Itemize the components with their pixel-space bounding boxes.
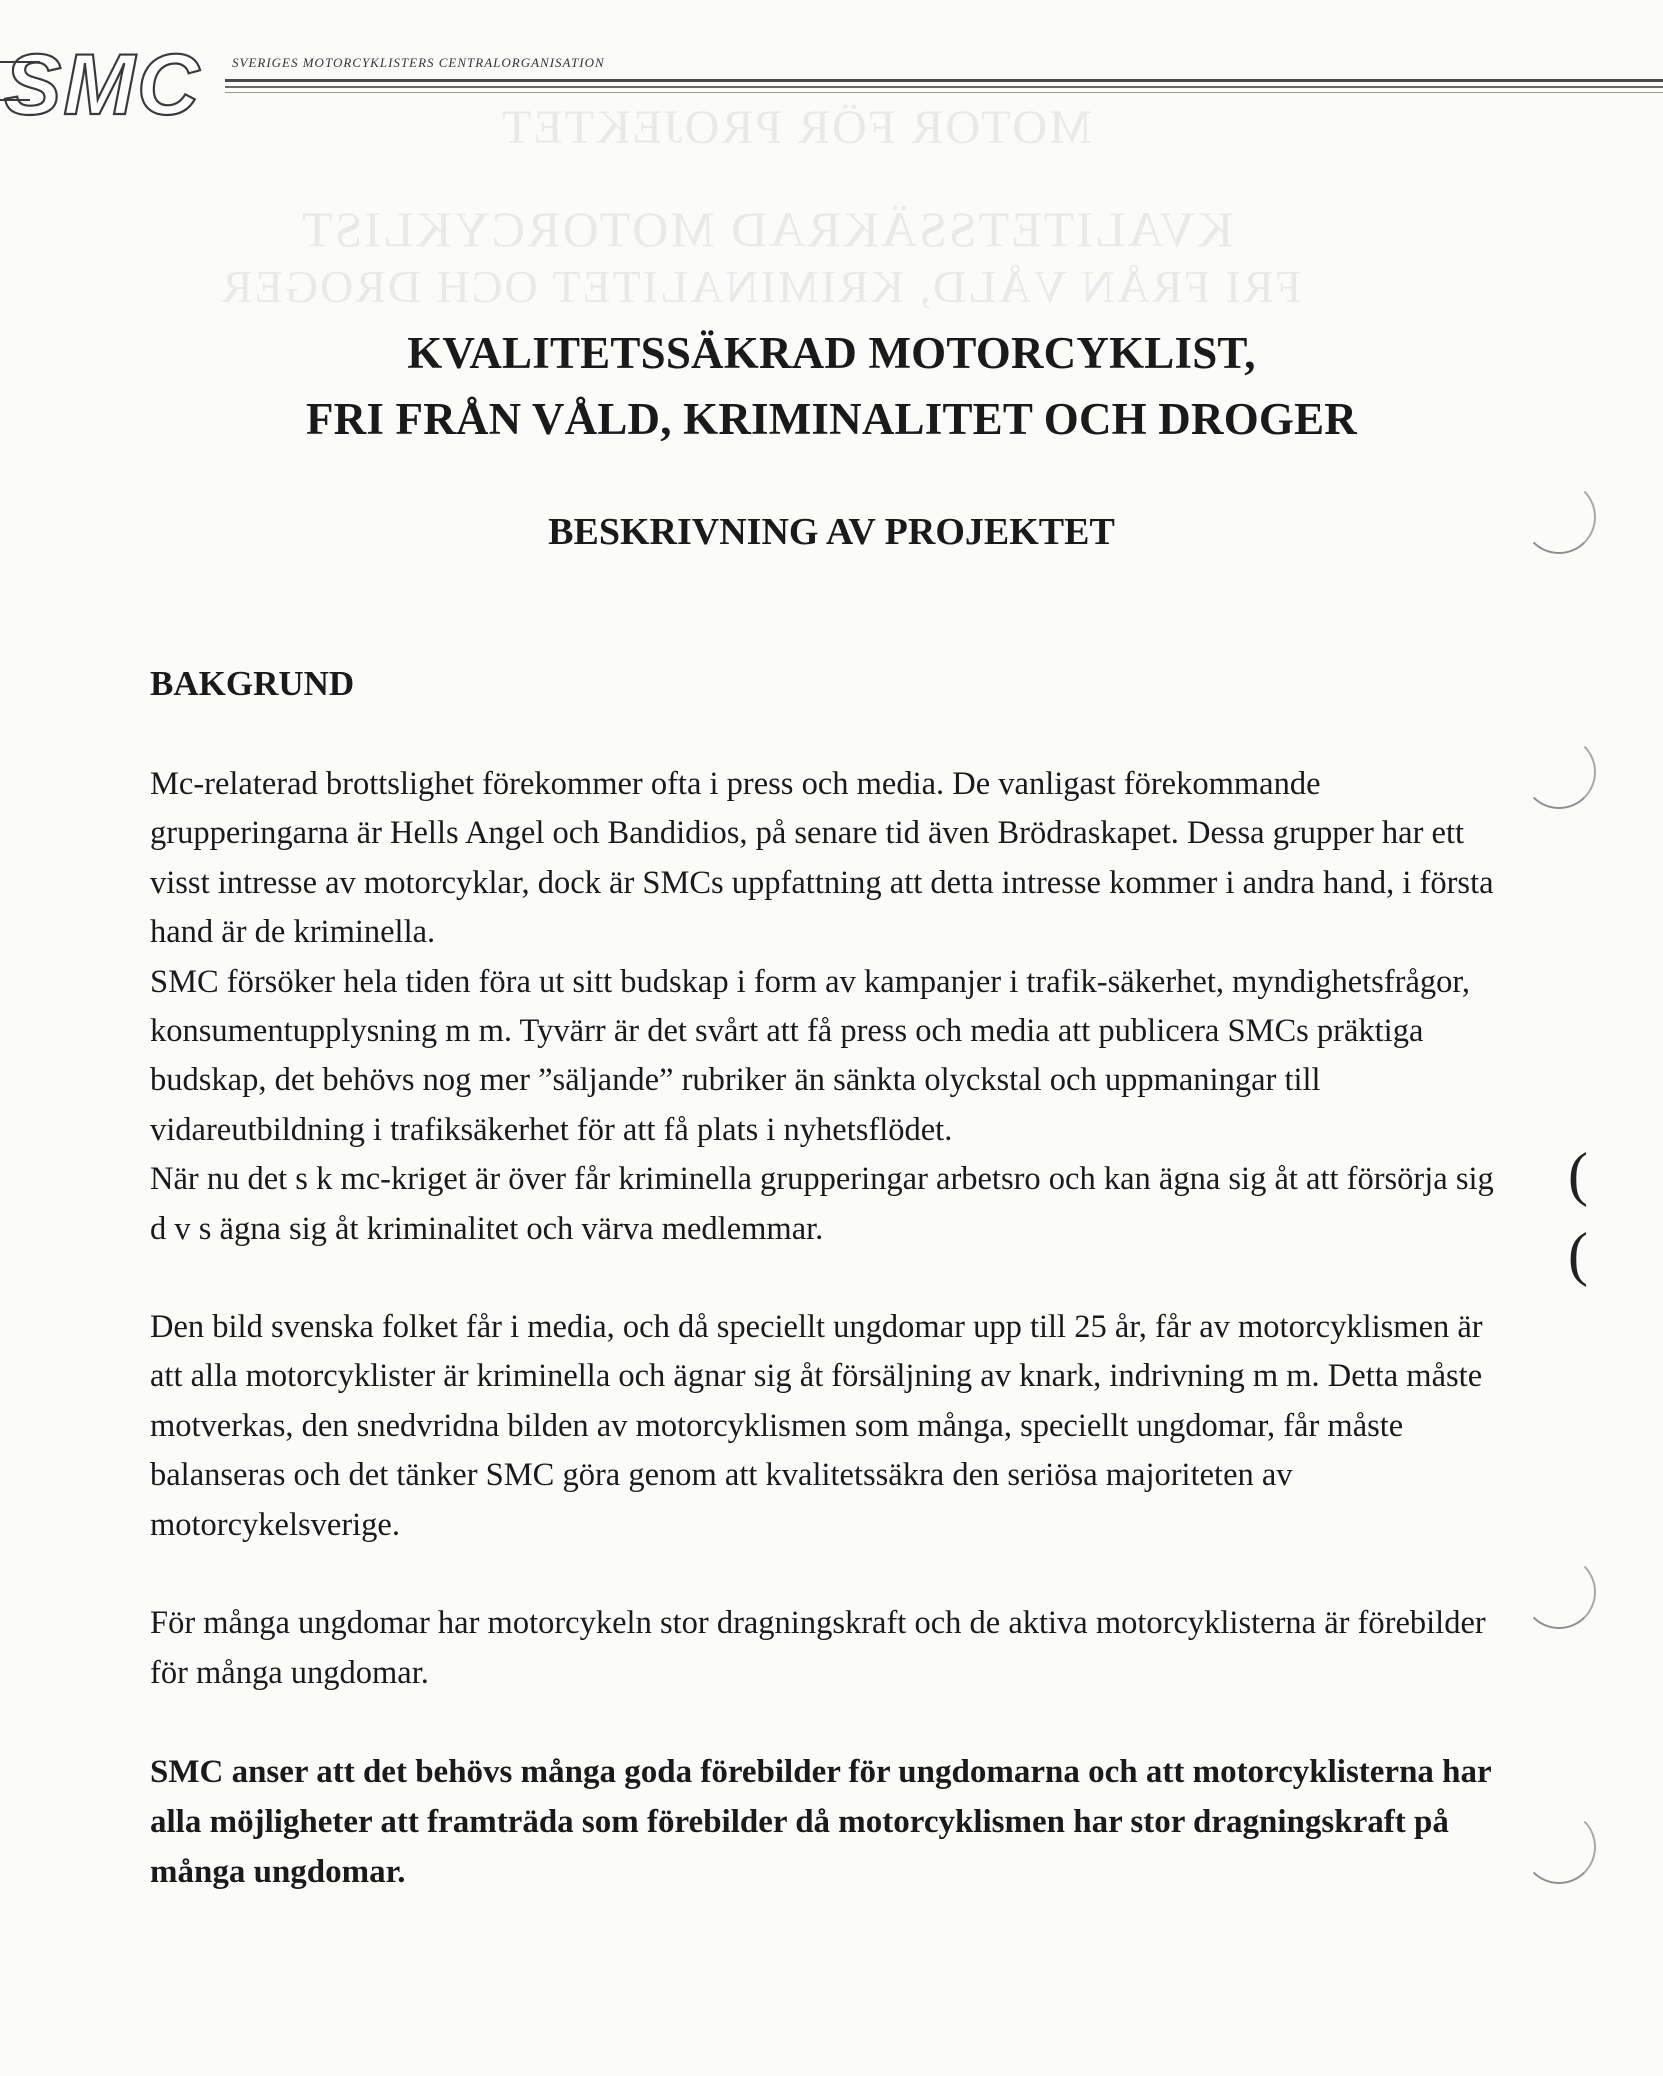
emphasized-paragraph: SMC anser att det behövs många goda förebilder för ungdomarna och att motorcyklisterna har alla möjligheter att framträda som förebilder då motorcyklismen har stor dragningskraft på många ungdomar. [150, 1753, 1492, 1890]
svg-text:SMC: SMC [4, 40, 202, 126]
document-title [0, 320, 1663, 452]
letterhead-rule [225, 86, 1663, 88]
margin-mark: ( [1568, 1221, 1588, 1287]
letterhead [0, 38, 1663, 128]
binder-hole [1522, 480, 1596, 554]
title-line-2: FRI FRÅN VÅLD, KRIMINALITET OCH DROGER [305, 394, 1358, 444]
organization-name: SVERIGES MOTORCYKLISTERS CENTRALORGANISATION [232, 55, 605, 70]
paragraph: För många ungdomar har motorcykeln stor dragningskraft och de aktiva motorcyklisterna är förebilder för många ungdomar. [150, 1605, 1486, 1691]
paragraph: Den bild svenska folket får i media, och då speciellt ungdomar upp till 25 år, får av motorcyklismen är att alla motorcyklister är kriminella och ägnar sig åt försäljning av knark, indrivning m m. Detta måste motverkas, den snedvridna bilden av motorcyklismen som många, speciellt ungdomar, får måste balanseras och det tänker SMC göra genom att kvalitetssäkra den seriösa majoriteten av motorcykelsverige. [150, 1309, 1483, 1543]
binder-hole [1522, 735, 1596, 809]
binder-hole [1522, 1810, 1596, 1884]
letterhead-rule [225, 79, 1663, 82]
letterhead-rule [225, 92, 1663, 93]
smc-logo [0, 40, 230, 126]
document-subtitle: BESKRIVNING AV PROJEKTET [548, 511, 1115, 553]
bleed-through-text: FRI FRÅN VÅLD, KRIMINALITET OCH DROGER [220, 261, 1302, 312]
title-line-1: KVALITETSSÄKRAD MOTORCYKLIST, [407, 328, 1256, 378]
paragraph: SMC försöker hela tiden föra ut sitt budskap i form av kampanjer i trafik-säkerhet, myndighetsfrågor, konsumentupplysning m m. Tyvärr är det svårt att få press och media att publicera SMCs präktiga budskap, det behövs nog mer ”säljande” rubriker än sänkta olyckstal och uppmaningar till vidareutbildning i trafiksäkerhet för att få plats i nyhetsflödet. [150, 963, 1471, 1148]
margin-mark: ( [1568, 1141, 1588, 1207]
bleed-through-text: MOTOR FÖR PROJEKTET [500, 101, 1092, 154]
binder-hole [1522, 1555, 1596, 1629]
document-body [150, 760, 1510, 1897]
section-heading: BAKGRUND [150, 664, 355, 703]
bleed-through-text: KVALITETSSÄKRAD MOTORCYKLIST [300, 201, 1234, 257]
paragraph: När nu det s k mc-kriget är över får kriminella grupperingar arbetsro och kan ägna sig åt att försörja sig d v s ägna sig åt kriminalitet och värva medlemmar. [150, 1161, 1494, 1247]
paragraph: Mc-relaterad brottslighet förekommer ofta i press och media. De vanligast förekommande grupperingarna är Hells Angel och Bandidios, på senare tid även Brödraskapet. Dessa grupper har ett visst intresse av motorcyklar, dock är SMCs uppfattning att detta intresse kommer i andra hand, i första hand är de kriminella. [150, 766, 1494, 951]
